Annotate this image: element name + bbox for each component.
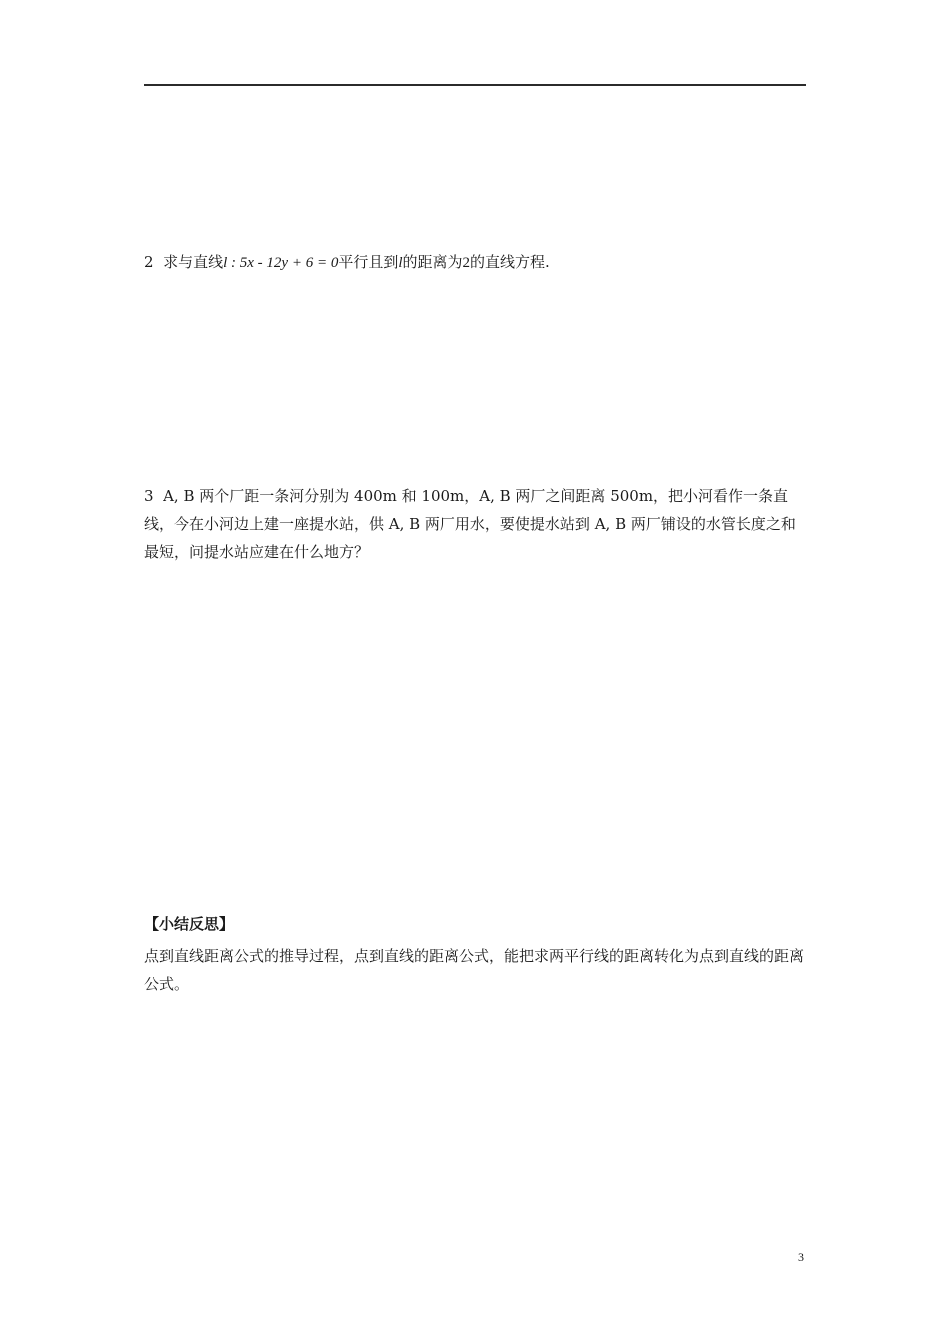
question-2-distance: 2 bbox=[462, 255, 471, 271]
question-2-line-var: l bbox=[398, 255, 403, 271]
question-2-text-after: 的距离为 bbox=[402, 253, 463, 271]
question-3-number: 3 bbox=[144, 487, 154, 505]
question-2-number: 2 bbox=[144, 253, 154, 271]
question-3-text: A, B 两个厂距一条河分别为 400m 和 100m，A, B 两厂之间距离 500m，把小河看作一条直线，今在小河边上建一座提水站，供 A, B 两厂用水，要使提水站到 A, B 两厂铺设的水管长度之和最短，问提水站应建在什么地方？ bbox=[144, 487, 796, 561]
question-2 bbox=[144, 248, 808, 277]
question-2-text-before: 求与直线 bbox=[163, 253, 224, 271]
question-2-equation: l : 5x - 12y + 6 = 0 bbox=[223, 255, 339, 271]
summary-text: 点到直线距离公式的推导过程，点到直线的距离公式，能把求两平行线的距离转化为点到直线的距离公式。 bbox=[144, 947, 805, 993]
question-2-text-middle: 平行且到 bbox=[338, 253, 399, 271]
page-number: 3 bbox=[798, 1250, 804, 1264]
header-rule bbox=[144, 84, 806, 86]
question-2-text-end: 的直线方程. bbox=[470, 253, 550, 271]
question-3 bbox=[144, 482, 808, 566]
summary-heading: 【小结反思】 bbox=[144, 915, 235, 933]
